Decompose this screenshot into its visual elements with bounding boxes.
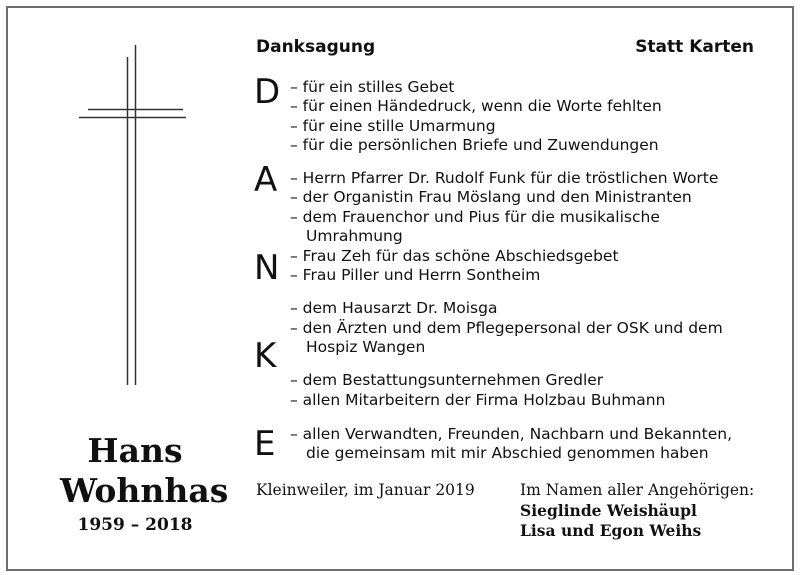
deceased-last-name: Wohnhas bbox=[60, 471, 229, 510]
thanks-line: – Frau Piller und Herrn Sontheim bbox=[290, 266, 541, 284]
thanks-line: – allen Verwandten, Freunden, Nachbarn und Bekannten, bbox=[290, 425, 732, 443]
thanks-line: die gemeinsam mit mir Abschied genommen haben bbox=[306, 444, 709, 462]
thanks-line: – den Ärzten und dem Pflegepersonal der OSK und dem bbox=[290, 319, 723, 337]
thanks-line: – der Organistin Frau Möslang und den Ministranten bbox=[290, 188, 692, 206]
heading-statt-karten: Statt Karten bbox=[635, 37, 754, 57]
thanks-line: Hospiz Wangen bbox=[306, 338, 426, 356]
thanks-line: – dem Hausarzt Dr. Moisga bbox=[290, 299, 498, 317]
acrostic-letter-a: A bbox=[254, 160, 278, 200]
deceased-first-name: Hans bbox=[87, 431, 183, 470]
on-behalf-text: Im Namen aller Angehörigen: bbox=[520, 481, 755, 499]
signatory-1: Sieglinde Weishäupl bbox=[520, 501, 697, 520]
thanks-line: – für ein stilles Gebet bbox=[290, 78, 455, 96]
acrostic-letter-d: D bbox=[254, 72, 281, 112]
thanks-line: – allen Mitarbeitern der Firma Holzbau Buhmann bbox=[290, 391, 666, 409]
thanks-line: Umrahmung bbox=[306, 227, 403, 245]
signatory-2: Lisa und Egon Weihs bbox=[520, 521, 702, 540]
acrostic-letter-k: K bbox=[254, 336, 277, 376]
thanks-line: – für einen Händedruck, wenn die Worte fehlten bbox=[290, 97, 662, 115]
place-date: Kleinweiler, im Januar 2019 bbox=[256, 481, 475, 499]
thanks-line: – für die persönlichen Briefe und Zuwendungen bbox=[290, 136, 659, 154]
thanks-line: – dem Frauenchor und Pius für die musikalische bbox=[290, 208, 660, 226]
deceased-years: 1959 – 2018 bbox=[77, 515, 193, 535]
acrostic-letter-n: N bbox=[254, 248, 280, 288]
thanks-line: – Frau Zeh für das schöne Abschiedsgebet bbox=[290, 247, 619, 265]
thanks-line: – dem Bestattungsunternehmen Gredler bbox=[290, 371, 604, 389]
heading-danksagung: Danksagung bbox=[256, 37, 376, 57]
thanks-line: – für eine stille Umarmung bbox=[290, 117, 496, 135]
acrostic-letter-e: E bbox=[254, 424, 276, 464]
thanks-line: – Herrn Pfarrer Dr. Rudolf Funk für die tröstlichen Worte bbox=[290, 169, 719, 187]
